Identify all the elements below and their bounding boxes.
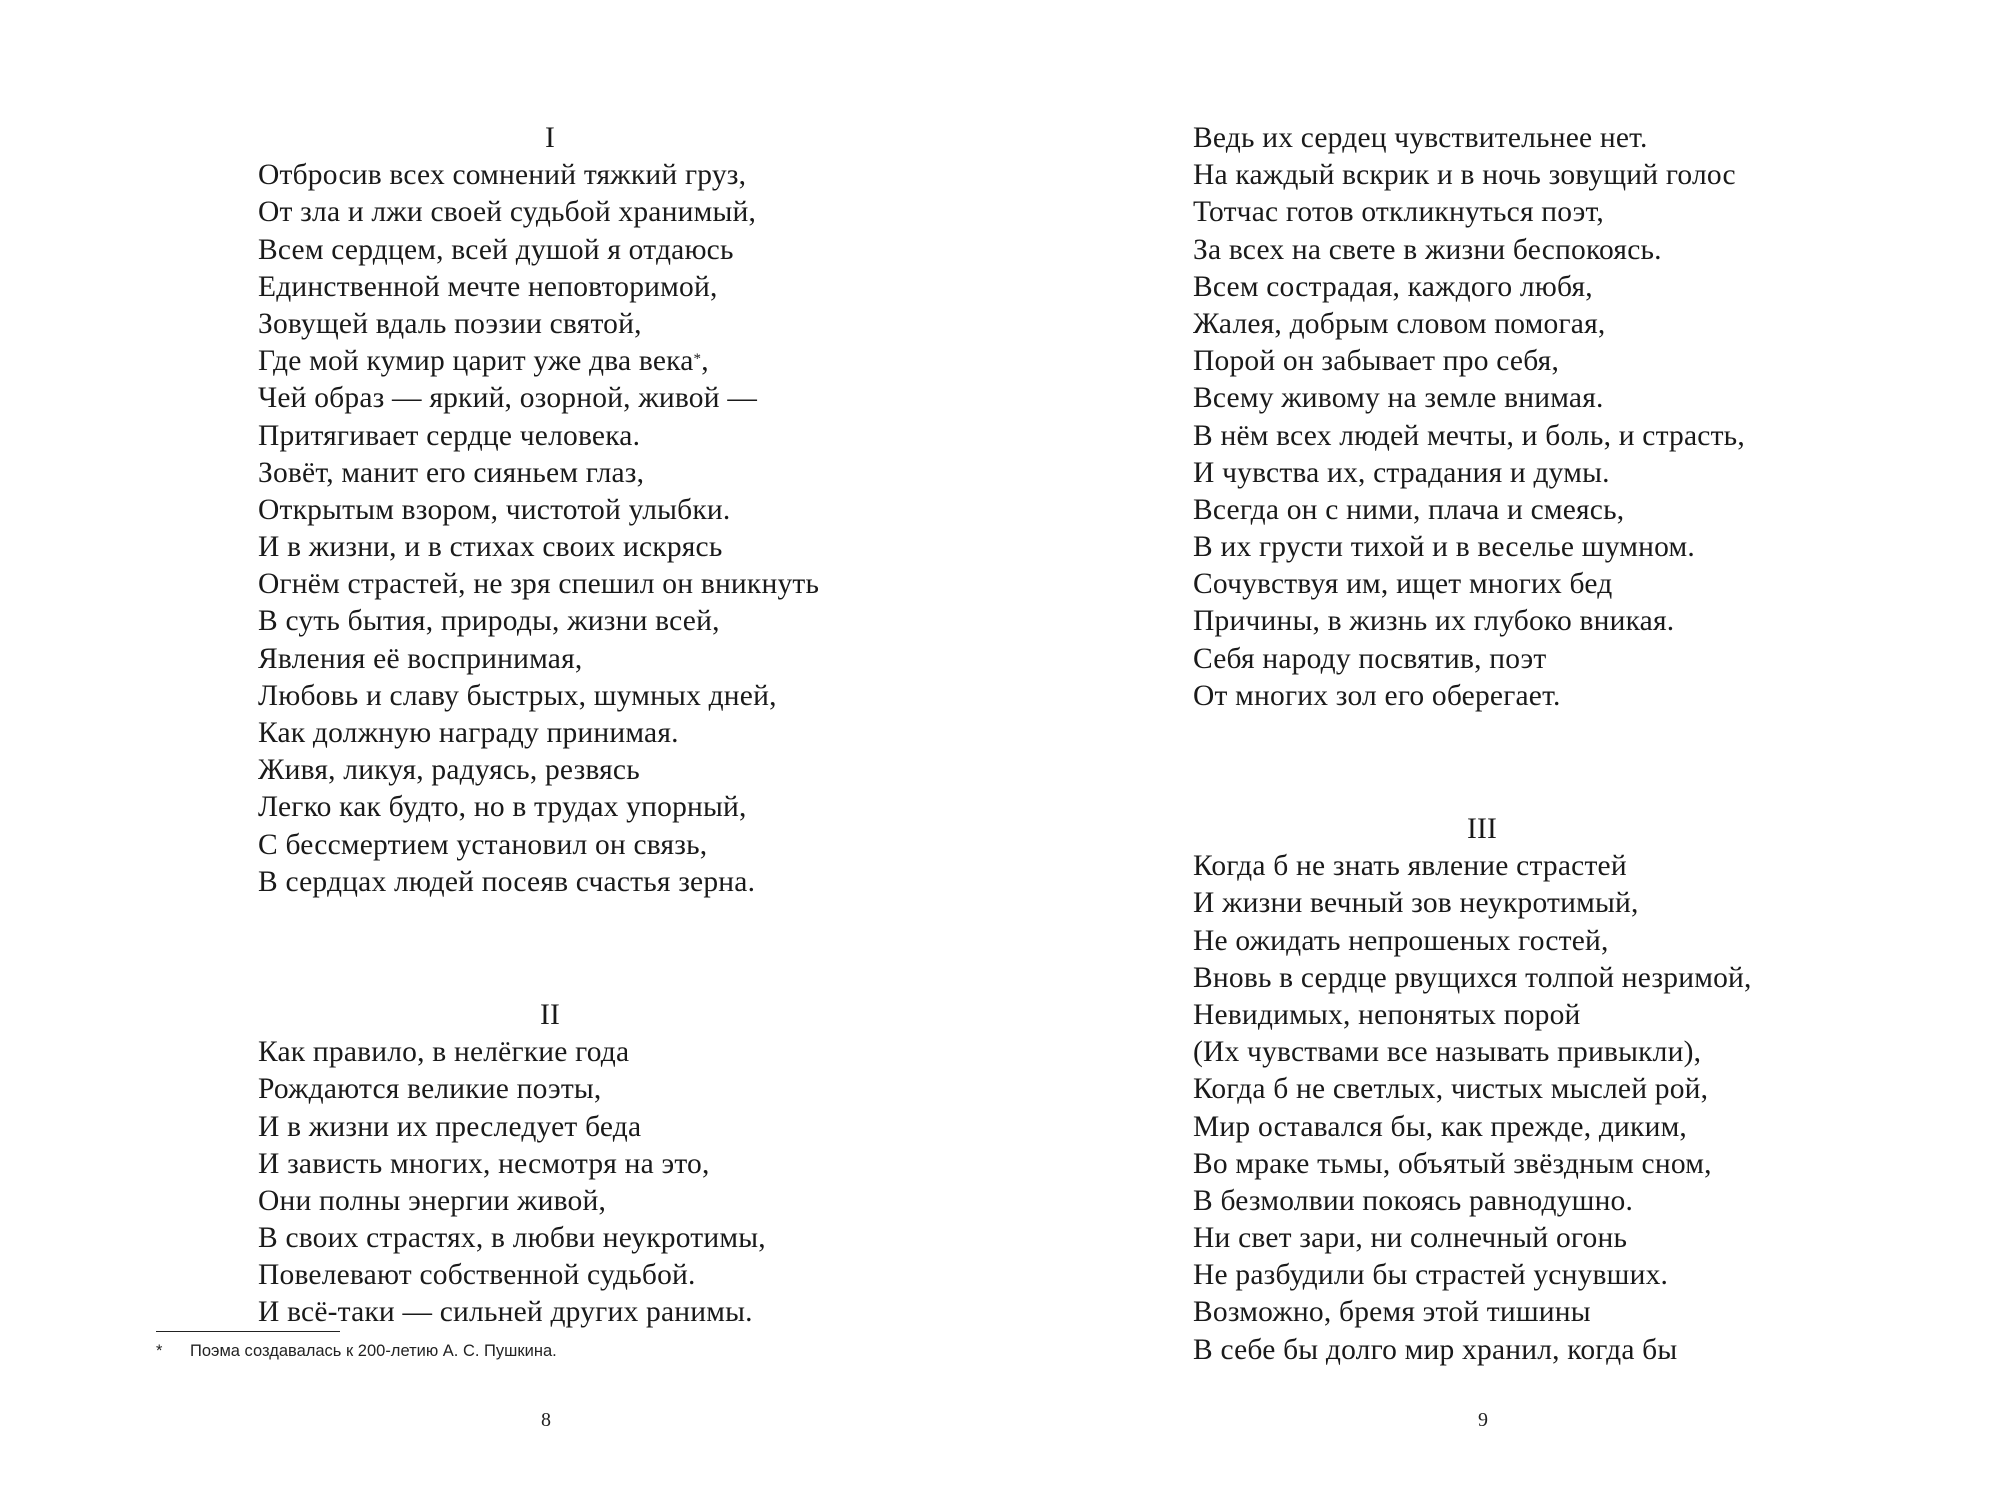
verse-line: Легко как будто, но в трудах упорный, [258,791,747,824]
verse-line: И в жизни их преследует беда [258,1110,642,1143]
verse-line: И в жизни, и в стихах своих искрясь [258,531,723,564]
verse-line: В нём всех людей мечты, и боль, и страсть, [1193,419,1745,452]
verse-line: В суть бытия, природы, жизни всей, [258,605,720,638]
footnote-divider [156,1331,340,1332]
verse-line: Когда б не светлых, чистых мыслей рой, [1193,1073,1709,1106]
verse-line: На каждый вскрик и в ночь зовущий голос [1193,159,1736,192]
verse-line: Ведь их сердец чувствительнее нет. [1193,122,1648,154]
verse-line: За всех на свете в жизни беспокоясь. [1193,233,1662,266]
section-heading: I [544,122,556,154]
section-heading: III [1466,813,1498,845]
verse-line: Мир оставался бы, как прежде, диким, [1193,1110,1688,1143]
verse-line: Чей образ — яркий, озорной, живой — [258,382,758,415]
verse-line: Огнём страстей, не зря спешил он вникнуть [258,568,820,601]
verse-line: Возможно, бремя этой тишины [1193,1296,1591,1329]
section-gap [1193,715,1973,811]
section-gap [258,901,978,997]
verse-line: Единственной мечте неповторимой, [258,270,718,303]
verse-line: В своих страстях, в любви неукротимы, [258,1222,766,1255]
verse-line: Притягивает сердце человека. [258,419,641,452]
verse-line: Рождаются великие поэты, [258,1073,602,1106]
verse-line-with-note: Где мой кумир царит уже два века*, [258,345,709,378]
verse-line: От многих зол его оберегает. [1193,679,1561,712]
verse-line: Как правило, в нелёгкие года [258,1036,630,1069]
verse-line: Повелевают собственной судьбой. [258,1259,696,1292]
verse-line: Явления её воспринимая, [258,642,583,675]
verse-line: Они полны энергии живой, [258,1184,607,1217]
verse-line: И жизни вечный зов неукротимый, [1193,887,1639,920]
verse-line: И всё-таки — сильней других ранимы. [258,1296,753,1329]
verse-line: Не ожидать непрошеных гостей, [1193,924,1609,957]
verse-line: В себе бы долго мир хранил, когда бы [1193,1333,1678,1366]
verse-line: Сочувствуя им, ищет многих бед [1193,568,1613,601]
verse-line: Ни свет зари, ни солнечный огонь [1193,1222,1628,1255]
verse-line: Когда б не знать явление страстей [1193,850,1627,883]
verse-line: Жалея, добрым словом помогая, [1193,307,1606,340]
page-number: 8 [541,1409,551,1431]
footnote-mark: * [156,1342,163,1360]
verse-line: Всегда он с ними, плача и смеясь, [1193,493,1625,526]
verse-line: Всем сострадая, каждого любя, [1193,270,1593,303]
verse-line: От зла и лжи своей судьбой хранимый, [258,196,757,229]
verse-line: Живя, ликуя, радуясь, резвясь [258,754,640,787]
verse-line: В их грусти тихой и в веселье шумном. [1193,531,1695,564]
footnote-reference: * [693,351,702,368]
verse-line: В безмолвии покоясь равнодушно. [1193,1184,1634,1217]
verse-line: (Их чувствами все называть привыкли), [1193,1036,1702,1069]
verse-line: Вновь в сердце рвущихся толпой незримой, [1193,961,1752,994]
verse-line: Причины, в жизнь их глубоко вникая. [1193,605,1675,638]
verse-line-text: Где мой кумир царит уже два века [258,345,694,378]
verse-line: Порой он забывает про себя, [1193,345,1560,378]
footnote [156,1340,557,1362]
footnote-text: Поэма создавалась к 200-летию А. С. Пушкина. [190,1342,557,1360]
verse-line: Отбросив всех сомнений тяжкий груз, [258,159,747,192]
right-page [1000,0,2000,1500]
right-poem-text [1193,120,1973,1369]
verse-line: Не разбудили бы страстей уснувших. [1193,1259,1669,1292]
verse-line: И зависть многих, несмотря на это, [258,1147,710,1180]
left-poem-text [258,120,978,1332]
page-number: 9 [1478,1409,1488,1431]
verse-line: Себя народу посвятив, поэт [1193,642,1547,675]
verse-line: Открытым взором, чистотой улыбки. [258,493,731,526]
verse-line: Тотчас готов откликнуться поэт, [1193,196,1604,229]
verse-line: Зовёт, манит его сияньем глаз, [258,456,645,489]
verse-line: И чувства их, страдания и думы. [1193,456,1610,489]
verse-line: В сердцах людей посеяв счастья зерна. [258,865,756,898]
verse-line: Всему живому на земле внимая. [1193,382,1604,415]
verse-line: Всем сердцем, всей душой я отдаюсь [258,233,734,266]
verse-line: Невидимых, непонятых порой [1193,998,1581,1031]
verse-line: С бессмертием установил он связь, [258,828,708,861]
verse-line: Любовь и славу быстрых, шумных дней, [258,679,777,712]
section-heading: II [539,998,561,1031]
verse-line: Во мраке тьмы, объятый звёздным сном, [1193,1147,1712,1180]
verse-line: Зовущей вдаль поэзии святой, [258,307,642,340]
verse-line: Как должную награду принимая. [258,717,679,749]
